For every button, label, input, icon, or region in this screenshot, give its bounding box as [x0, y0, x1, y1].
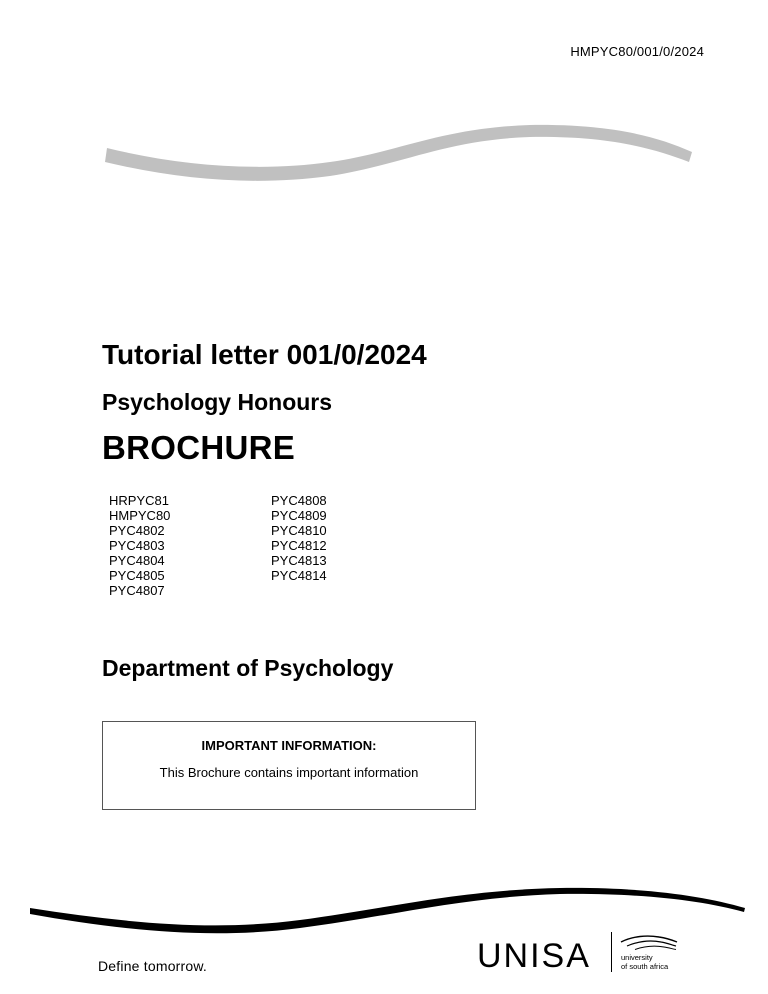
tagline: Define tomorrow. [98, 958, 208, 974]
module-code: HMPYC80 [109, 508, 171, 523]
unisa-waves-icon [619, 934, 679, 952]
programme-subtitle: Psychology Honours [102, 389, 333, 415]
module-code: PYC4802 [109, 523, 165, 538]
module-code: PYC4808 [271, 493, 327, 508]
logo-subline [621, 954, 691, 971]
info-box-title: IMPORTANT INFORMATION: [201, 738, 377, 753]
logo-subline-south-africa: of south africa [621, 961, 669, 971]
module-code: PYC4809 [271, 508, 327, 523]
tutorial-letter-title: Tutorial letter 001/0/2024 [102, 339, 427, 370]
document-type-heading: BROCHURE [102, 429, 296, 466]
logo-divider [611, 932, 612, 972]
module-code: PYC4814 [271, 568, 327, 583]
decorative-grey-swoosh [0, 0, 768, 220]
module-code: PYC4803 [109, 538, 165, 553]
document-code: HMPYC80/001/0/2024 [570, 44, 704, 59]
module-code: PYC4812 [271, 538, 327, 553]
module-code: PYC4807 [109, 583, 165, 598]
important-information-box [102, 721, 476, 810]
module-code: PYC4804 [109, 553, 165, 568]
module-code: PYC4813 [271, 553, 327, 568]
module-code: PYC4810 [271, 523, 327, 538]
logo-subline-university: university [621, 953, 653, 962]
module-code: HRPYC81 [109, 493, 169, 508]
module-code: PYC4805 [109, 568, 165, 583]
logo-wordmark: UNISA [477, 937, 591, 975]
department-heading: Department of Psychology [102, 655, 394, 681]
module-codes-column-2 [271, 493, 327, 583]
module-codes-column-1 [109, 493, 170, 598]
unisa-logo [475, 930, 695, 980]
info-box-text: This Brochure contains important information [159, 765, 419, 780]
